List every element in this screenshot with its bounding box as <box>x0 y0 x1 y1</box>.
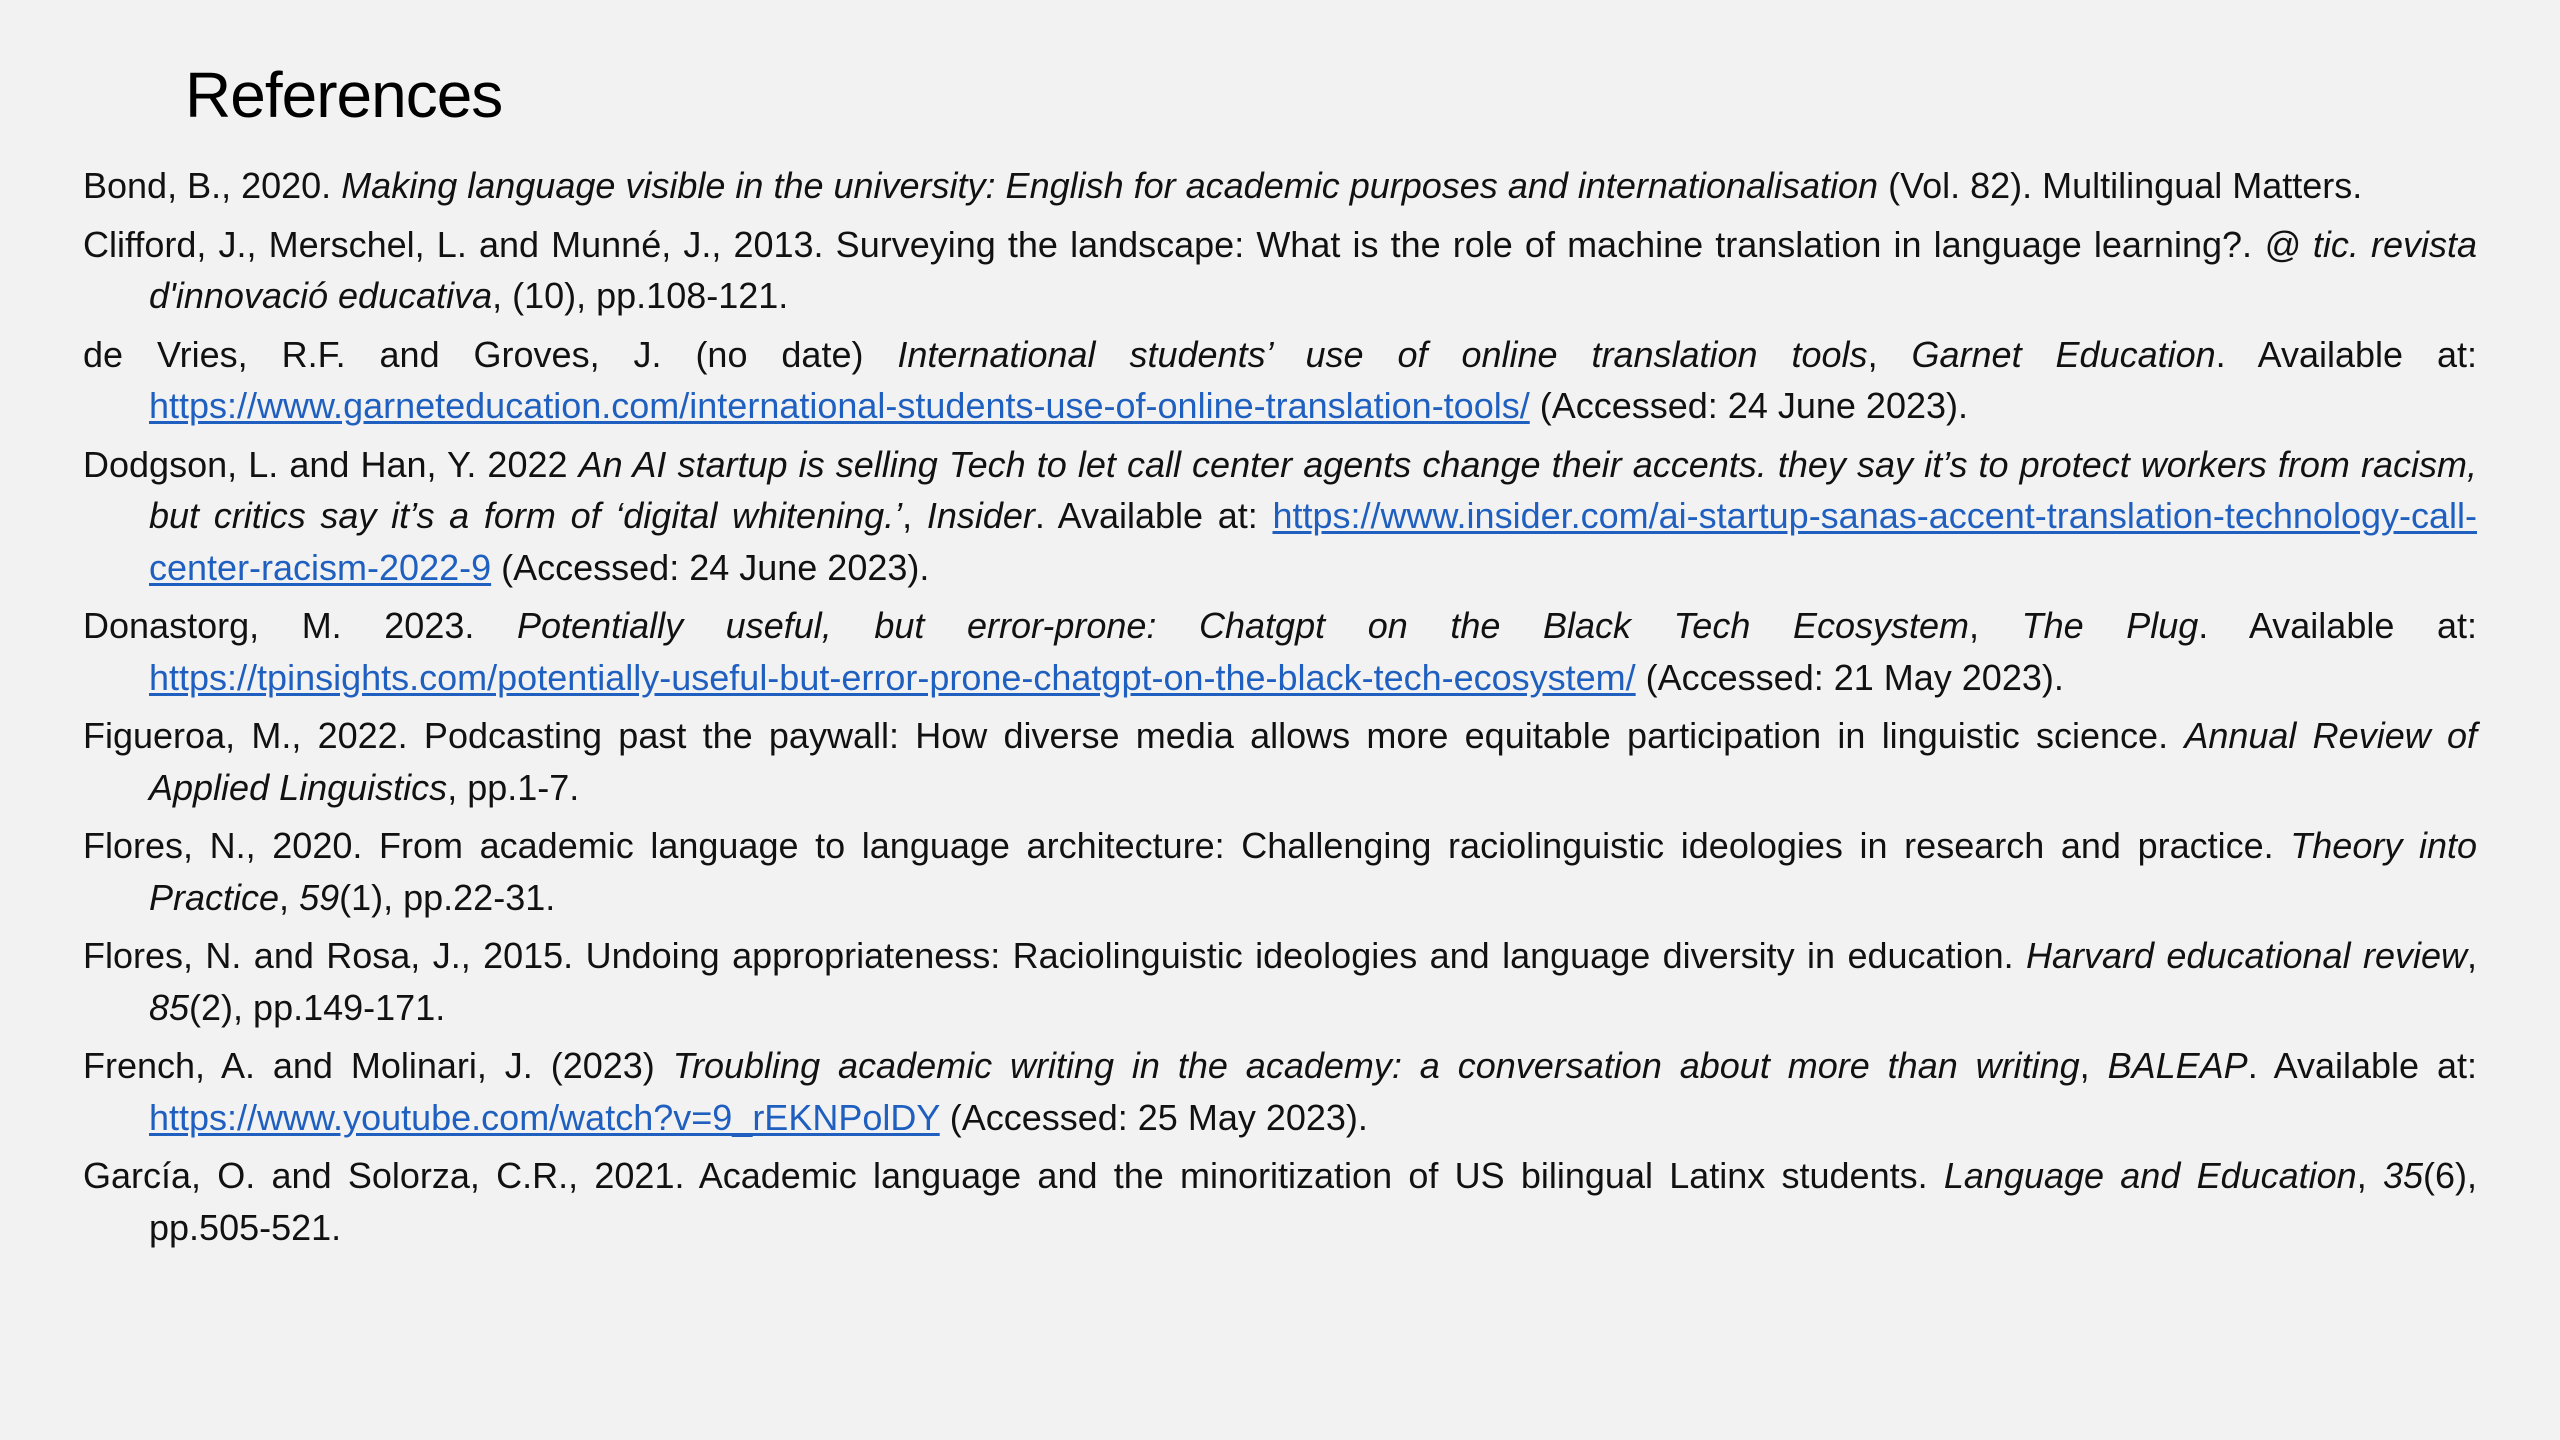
reference-separator: , <box>1867 333 1912 375</box>
reference-item <box>83 820 2477 923</box>
reference-author: Flores, N., 2020. From academic language to language architecture: Challenging raciolinguistic ideologies in research and practice. <box>83 825 2291 866</box>
page-title: References <box>185 59 503 131</box>
reference-journal: Harvard educational review <box>2025 935 2467 976</box>
reference-item <box>83 710 2477 813</box>
reference-item <box>83 930 2477 1033</box>
reference-details: (6), pp.505-521. <box>149 1155 2477 1248</box>
reference-link[interactable]: https://www.insider.com/ai-startup-sanas-accent-translation-technology-call-center-racism-2022-9 <box>149 495 2477 588</box>
reference-publisher: The Plug <box>2021 605 2199 646</box>
reference-separator: , <box>902 495 927 536</box>
reference-publisher: Garnet Education <box>1911 333 2216 375</box>
reference-item <box>83 329 2477 432</box>
reference-journal: Theory into Practice <box>149 825 2478 918</box>
reference-link[interactable]: https://tpinsights.com/potentially-useful-but-error-prone-chatgpt-on-the-black-tech-ecosystem/ <box>149 656 1636 698</box>
reference-separator: , <box>2466 935 2477 976</box>
reference-item <box>83 1040 2477 1143</box>
reference-publisher: Insider <box>926 495 1035 536</box>
reference-accessed: (Accessed: 25 May 2023). <box>939 1096 1368 1138</box>
reference-volume: 59 <box>299 876 340 918</box>
reference-author: Flores, N. and Rosa, J., 2015. Undoing appropriateness: Raciolinguistic ideologies and language diversity in education. <box>83 935 2026 976</box>
reference-available-label: . Available at: <box>2247 1045 2477 1086</box>
reference-author: Donastorg, M. 2023. <box>83 605 517 646</box>
reference-available-label: . Available at: <box>2198 605 2477 646</box>
reference-item <box>83 219 2477 322</box>
reference-details: (1), pp.22-31. <box>339 876 556 918</box>
reference-journal: Annual Review of Applied Linguistics <box>149 715 2477 808</box>
reference-author: Dodgson, L. and Han, Y. 2022 <box>83 443 579 485</box>
reference-author: Clifford, J., Merschel, L. and Munné, J., 2013. Surveying the landscape: What is the role of machine translation in language learning?. <box>83 223 2265 265</box>
reference-available-label: . Available at: <box>2215 333 2477 375</box>
reference-volume: 85 <box>149 986 190 1028</box>
reference-separator: , <box>1969 605 2022 646</box>
reference-journal: @ tic. revista d'innovació educativa <box>149 223 2477 316</box>
reference-details: (Vol. 82). Multilingual Matters. <box>1878 165 2363 206</box>
reference-title: An AI startup is selling Tech to let call center agents change their accents. they say it’s to protect workers from racism, but critics say it’s a form of ‘digital whitening.’ <box>149 443 2478 536</box>
reference-details: (2), pp.149-171. <box>189 986 446 1028</box>
reference-list <box>83 160 2477 1260</box>
reference-title: Making language visible in the university: English for academic purposes and internationalisation <box>341 165 1879 206</box>
reference-link[interactable]: https://www.youtube.com/watch?v=9_rEKNPolDY <box>149 1096 940 1138</box>
reference-accessed: (Accessed: 21 May 2023). <box>1635 656 2064 698</box>
reference-details: , (10), pp.108-121. <box>492 275 789 316</box>
reference-available-label: . Available at: <box>1034 495 1273 536</box>
reference-item <box>83 439 2477 594</box>
reference-details: , pp.1-7. <box>447 766 580 808</box>
reference-item <box>83 160 2477 212</box>
reference-author: de Vries, R.F. and Groves, J. (no date) <box>83 333 898 375</box>
reference-author: Figueroa, M., 2022. Podcasting past the paywall: How diverse media allows more equitable participation in linguistic science. <box>83 715 2185 756</box>
reference-link[interactable]: https://www.garneteducation.com/international-students-use-of-online-translation-tools/ <box>149 385 1530 426</box>
reference-separator: , <box>2356 1155 2383 1196</box>
reference-item <box>83 1150 2477 1253</box>
reference-journal: Language and Education <box>1943 1155 2357 1196</box>
reference-title: Troubling academic writing in the academy: a conversation about more than writing <box>672 1045 2080 1086</box>
reference-title: Potentially useful, but error-prone: Chatgpt on the Black Tech Ecosystem <box>516 605 1969 646</box>
reference-title: International students’ use of online translation tools <box>897 333 1868 375</box>
reference-separator: , <box>279 876 300 918</box>
reference-volume: 35 <box>2382 1155 2423 1196</box>
reference-separator: , <box>2079 1045 2108 1086</box>
reference-author: French, A. and Molinari, J. (2023) <box>83 1045 673 1086</box>
reference-accessed: (Accessed: 24 June 2023). <box>1529 385 1968 426</box>
reference-accessed: (Accessed: 24 June 2023). <box>491 546 930 588</box>
reference-publisher: BALEAP <box>2107 1045 2248 1086</box>
reference-author: García, O. and Solorza, C.R., 2021. Academic language and the minoritization of US bilingual Latinx students. <box>83 1155 1944 1196</box>
reference-author: Bond, B., 2020. <box>83 165 342 206</box>
reference-item <box>83 600 2477 703</box>
